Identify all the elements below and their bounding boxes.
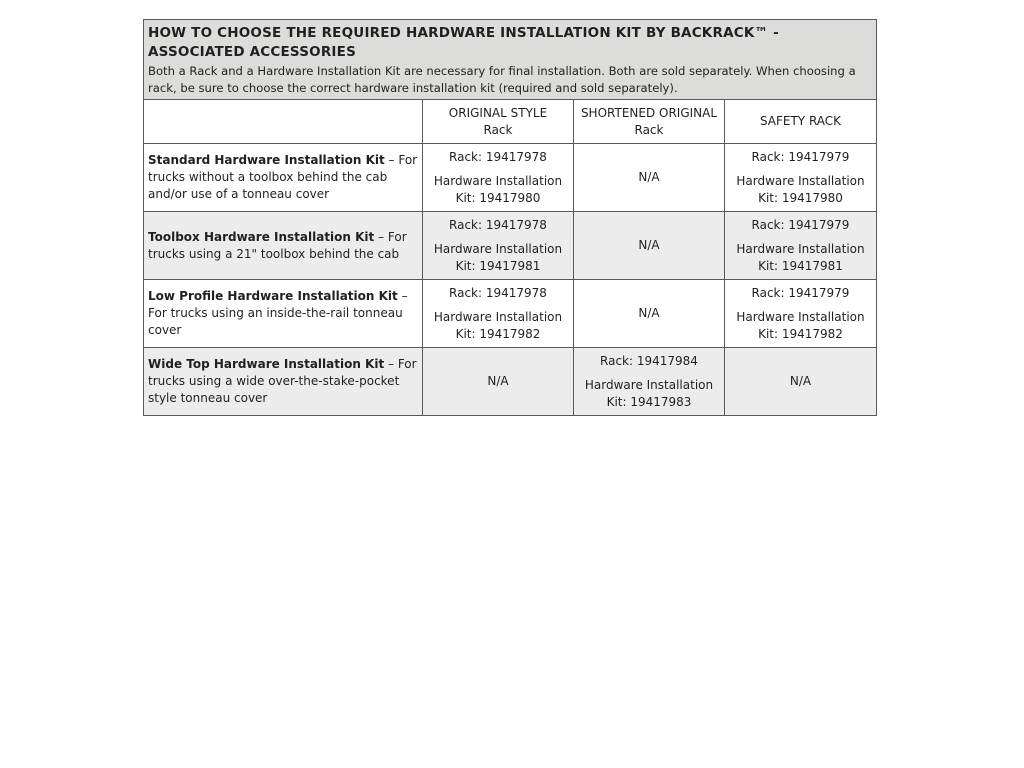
table-cell bbox=[423, 144, 574, 212]
document-page bbox=[143, 19, 876, 416]
not-applicable-text: N/A bbox=[638, 306, 660, 320]
hardware-kit-table bbox=[143, 19, 877, 416]
kit-part-number: Hardware Installation Kit: 19417980 bbox=[433, 173, 563, 205]
table-header-row bbox=[144, 20, 877, 100]
rack-part-number: Rack: 19417978 bbox=[449, 217, 547, 232]
table-subtitle: Both a Rack and a Hardware Installation Kit are necessary for final installation. Both are sold separately. When choosing a rack, be sure to choose the correct hardware installation kit (required and sold separately). bbox=[148, 64, 856, 95]
not-applicable-text: N/A bbox=[638, 170, 660, 184]
column-header-original-style bbox=[423, 100, 574, 144]
kit-usage-text: – For trucks without a toolbox behind the cab and/or use of a tonneau cover bbox=[148, 153, 418, 201]
kit-description-cell bbox=[144, 348, 423, 416]
column-header-line2: Rack bbox=[483, 122, 513, 137]
blank-header-cell bbox=[144, 100, 423, 144]
kit-part-number: Hardware Installation Kit: 19417980 bbox=[736, 173, 865, 205]
table-caption bbox=[144, 20, 877, 100]
kit-name: Toolbox Hardware Installation Kit bbox=[148, 229, 375, 244]
column-header-line1: SHORTENED ORIGINAL bbox=[580, 105, 718, 120]
kit-usage-text: – For trucks using a 21" toolbox behind the cab bbox=[148, 229, 407, 261]
column-header-line1: SAFETY RACK bbox=[759, 114, 842, 128]
kit-description-cell bbox=[144, 144, 423, 212]
kit-name: Low Profile Hardware Installation Kit bbox=[148, 289, 398, 303]
column-header-shortened-original bbox=[574, 100, 725, 144]
table-row bbox=[144, 212, 877, 280]
kit-part-number: Hardware Installation Kit: 19417983 bbox=[584, 377, 714, 409]
kit-part-number: Hardware Installation Kit: 19417981 bbox=[433, 241, 563, 273]
column-header-safety-rack bbox=[725, 100, 877, 144]
table-title: HOW TO CHOOSE THE REQUIRED HARDWARE INSTALLATION KIT BY BACKRACK™ - ASSOCIATED ACCESSORIES bbox=[148, 25, 779, 60]
rack-part-number: Rack: 19417978 bbox=[449, 285, 547, 300]
column-header-line2: Rack bbox=[634, 122, 664, 137]
kit-part-number: Hardware Installation Kit: 19417981 bbox=[736, 241, 865, 273]
table-body bbox=[144, 144, 877, 416]
kit-usage-text: – For trucks using a wide over-the-stake-pocket style tonneau cover bbox=[148, 357, 417, 405]
table-row bbox=[144, 348, 877, 416]
kit-usage-text: – For trucks using an inside-the-rail tonneau cover bbox=[148, 289, 408, 337]
table-cell bbox=[725, 212, 877, 280]
table-cell bbox=[725, 280, 877, 348]
table-cell bbox=[574, 212, 725, 280]
not-applicable-text: N/A bbox=[789, 374, 812, 388]
table-row bbox=[144, 144, 877, 212]
table-cell bbox=[423, 348, 574, 416]
kit-description-cell bbox=[144, 280, 423, 348]
rack-part-number: Rack: 19417979 bbox=[751, 285, 850, 300]
table-cell bbox=[574, 348, 725, 416]
rack-part-number: Rack: 19417979 bbox=[751, 149, 850, 164]
kit-description-cell bbox=[144, 212, 423, 280]
column-header-line1: ORIGINAL STYLE bbox=[448, 105, 548, 120]
table-cell bbox=[574, 280, 725, 348]
rack-part-number: Rack: 19417978 bbox=[449, 149, 547, 164]
kit-name: Standard Hardware Installation Kit bbox=[148, 153, 385, 167]
table-cell bbox=[725, 144, 877, 212]
rack-part-number: Rack: 19417984 bbox=[600, 353, 698, 368]
kit-name: Wide Top Hardware Installation Kit bbox=[148, 357, 385, 371]
column-header-row bbox=[144, 100, 877, 144]
table-cell bbox=[423, 280, 574, 348]
table-row bbox=[144, 280, 877, 348]
table-cell bbox=[725, 348, 877, 416]
table-cell bbox=[423, 212, 574, 280]
rack-part-number: Rack: 19417979 bbox=[751, 217, 850, 232]
kit-part-number: Hardware Installation Kit: 19417982 bbox=[433, 309, 563, 341]
not-applicable-text: N/A bbox=[487, 374, 509, 388]
table-cell bbox=[574, 144, 725, 212]
not-applicable-text: N/A bbox=[638, 238, 660, 252]
kit-part-number: Hardware Installation Kit: 19417982 bbox=[736, 309, 865, 341]
